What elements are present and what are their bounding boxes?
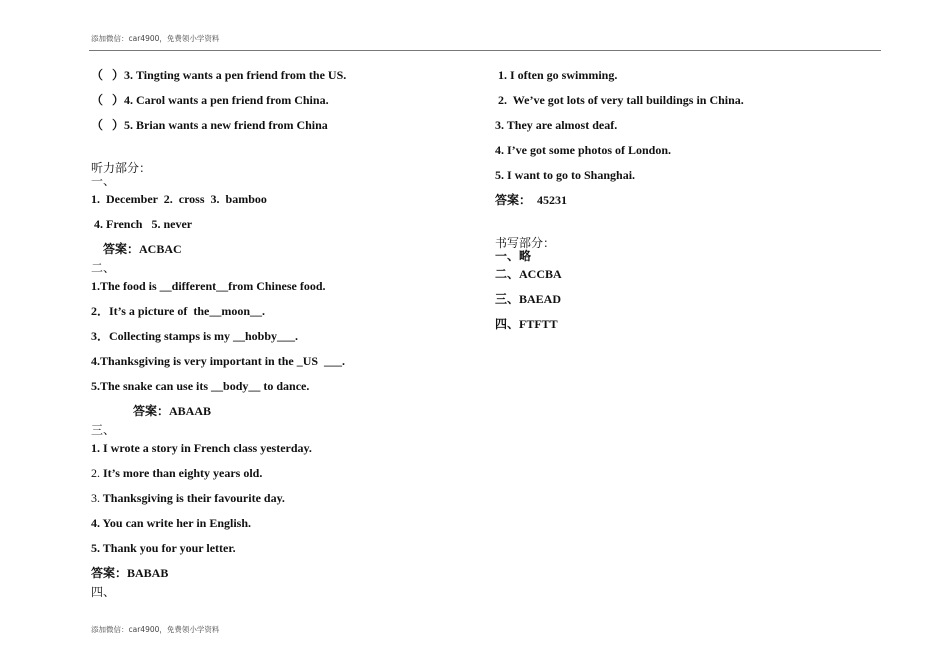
section-2-item: 1.The food is __different__from Chinese food. (91, 279, 326, 293)
section-1-line-2: 4. French 5. never (91, 217, 193, 231)
section-2-item: 4.Thanksgiving is very important in the _US ___. (91, 354, 346, 368)
section-1-answer: 答案：ACBAC (103, 242, 182, 256)
writing-section-4: 四、FTFTT (495, 317, 558, 331)
item-text: You can write her in English. (100, 516, 252, 530)
section-2-item: 5.The snake can use its __body__ to dance. (91, 379, 310, 393)
writing-section-2: 二、ACCBA (495, 267, 562, 281)
item-text: It’s more than eighty years old. (100, 466, 263, 480)
section-3-answer: 答案：BABAB (91, 566, 169, 580)
item-number: 3. (91, 491, 100, 505)
listening-item: 2. We’ve got lots of very tall buildings in China. (495, 93, 744, 107)
writing-section-3: 三、BAEAD (495, 292, 562, 306)
listening-item: 3. They are almost deaf. (495, 118, 618, 132)
question-line-4: （ ）4. Carol wants a pen friend from China. (91, 93, 329, 107)
page-footer: 添加微信：car4900，免费领小学资料 (91, 625, 220, 634)
section-2-item: 3．Collecting stamps is my __hobby___. (91, 329, 299, 343)
section-3-item (91, 466, 262, 480)
item-text: Thanksgiving is their favourite day. (100, 491, 285, 505)
section-2-item: 2．It’s a picture of the__moon__. (91, 304, 265, 318)
listening-item: 4. I’ve got some photos of London. (495, 143, 672, 157)
section-4-label: 四、 (91, 585, 116, 599)
section-1-label: 一、 (91, 174, 116, 188)
writing-title: 书写部分： (495, 236, 556, 250)
writing-section-1: 一、略 (495, 249, 532, 263)
item-number: 5. (91, 541, 100, 555)
item-number: 2. (91, 466, 100, 480)
item-number: 4. (91, 516, 100, 530)
header-rule (89, 50, 881, 51)
listening-item: 1. I often go swimming. (495, 68, 618, 82)
section-2-answer: 答案：ABAAB (133, 404, 212, 418)
section-1-line-1: 1. December 2. cross 3. bamboo (91, 192, 267, 206)
listening-answer: 答案： 45231 (495, 193, 568, 207)
question-line-5: （ ）5. Brian wants a new friend from China (91, 118, 328, 132)
item-text: I wrote a story in French class yesterday. (100, 441, 312, 455)
item-text: Thank you for your letter. (100, 541, 236, 555)
listening-title: 听力部分： (91, 161, 152, 175)
listening-item: 5. I want to go to Shanghai. (495, 168, 636, 182)
section-3-item (91, 441, 312, 455)
section-3-item (91, 491, 285, 505)
section-3-label: 三、 (91, 423, 116, 437)
section-3-item (91, 541, 236, 555)
question-line-3: （ ）3. Tingting wants a pen friend from the US. (91, 68, 347, 82)
section-2-label: 二、 (91, 261, 116, 275)
page-header: 添加微信：car4900，免费领小学资料 (91, 34, 220, 43)
item-number: 1. (91, 441, 100, 455)
section-3-item (91, 516, 251, 530)
